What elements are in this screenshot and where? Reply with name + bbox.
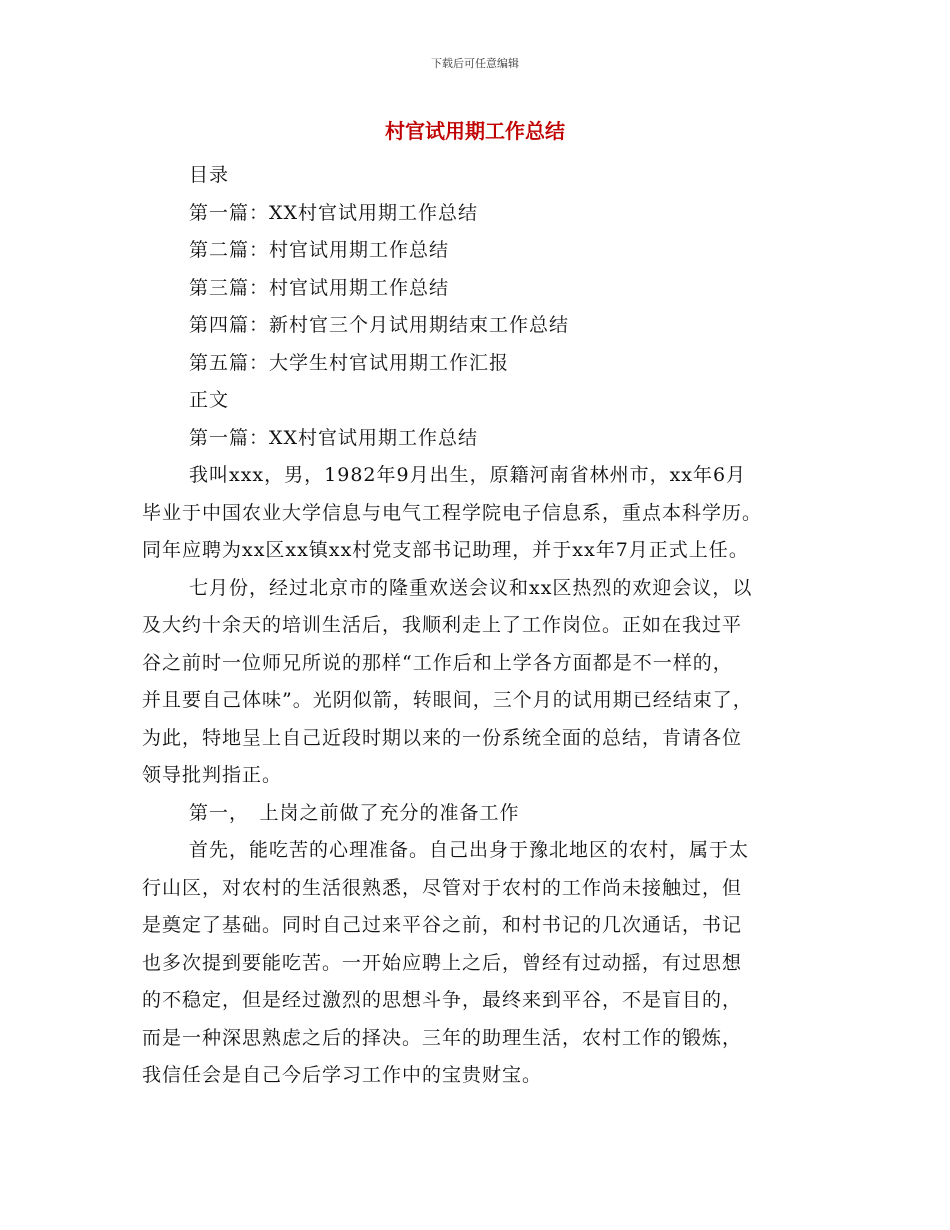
text-line: 同年应聘为xx区xx镇xx村党支部书记助理，并于xx年7月正式上任。 [142, 539, 749, 561]
text-line: 第一篇：XX村官试用期工作总结 [189, 426, 479, 449]
text-line: 正文 [189, 389, 230, 411]
text-line: 第四篇：新村官三个月试用期结束工作总结 [189, 314, 570, 336]
text-line: 七月份，经过北京市的隆重欢送会议和xx区热烈的欢迎会议，以 [189, 576, 753, 599]
text-line: 我叫xxx，男，1982年9月出生，原籍河南省林州市，xx年6月 [189, 464, 747, 486]
text-line: 目录 [189, 164, 230, 186]
text-line: 谷之前时一位师兄所说的那样“工作后和上学各方面都是不一样的， [142, 651, 733, 674]
text-line: 毕业于中国农业大学信息与电气工程学院电子信息系，重点本科学历。 [142, 501, 763, 524]
text-line: 第五篇：大学生村官试用期工作汇报 [189, 351, 510, 374]
text-line: 而是一种深思熟虑之后的择决。三年的助理生活，农村工作的锻炼， [142, 1026, 743, 1049]
text-line: 领导批判指正。 [142, 764, 283, 786]
text-line: 第一篇：XX村官试用期工作总结 [189, 201, 479, 224]
text-line: 的不稳定，但是经过激烈的思想斗争，最终来到平谷，不是盲目的， [142, 989, 743, 1011]
text-line: 行山区，对农村的生活很熟悉，尽管对于农村的工作尚未接触过，但 [142, 876, 743, 899]
document-title: 村官试用期工作总结 [385, 119, 565, 143]
document-body [142, 157, 812, 1095]
text-line: 是奠定了基础。同时自己过来平谷之前，和村书记的几次通话，书记 [142, 914, 743, 936]
text-line: 我信任会是自己今后学习工作中的宝贵财宝。 [142, 1064, 543, 1086]
text-line: 第一， 上岗之前做了充分的准备工作 [189, 801, 520, 824]
text-line: 也多次提到要能吃苦。一开始应聘上之后，曾经有过动摇，有过思想 [142, 951, 743, 974]
text-line: 首先，能吃苦的心理准备。自己出身于豫北地区的农村，属于太 [189, 839, 750, 861]
text-line: 第三篇：村官试用期工作总结 [189, 276, 450, 299]
text-line: 并且要自己体味”。光阴似箭，转眼间，三个月的试用期已经结束了， [142, 689, 753, 711]
text-line: 为此，特地呈上自己近段时期以来的一份系统全面的总结，肯请各位 [142, 726, 743, 749]
text-line: 及大约十余天的培训生活后，我顺利走上了工作岗位。正如在我过平 [142, 614, 743, 636]
text-line: 第二篇：村官试用期工作总结 [189, 239, 450, 261]
header-note: 下载后可任意编辑 [431, 57, 519, 70]
